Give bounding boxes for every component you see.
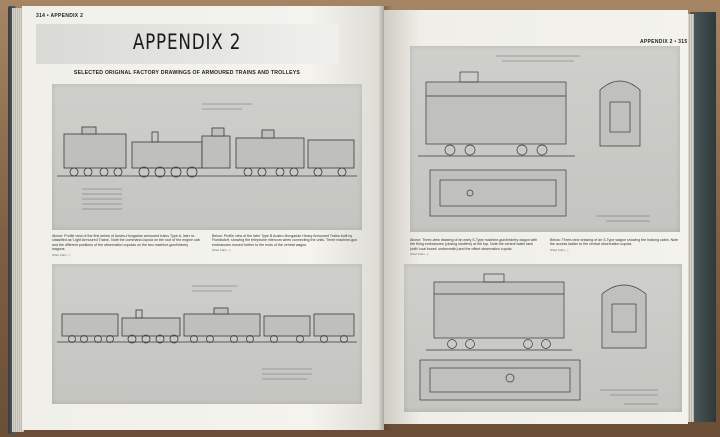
caption-left-1 bbox=[52, 234, 200, 257]
right-page bbox=[384, 10, 688, 424]
caption-left-2-credit: (Paul Kuhn...) bbox=[212, 248, 231, 253]
caption-right-2-credit: (Paul Kuhn...) bbox=[550, 247, 569, 252]
drawing-armoured-train-type-b bbox=[52, 264, 362, 404]
caption-left-2 bbox=[212, 234, 360, 253]
right-running-head: APPENDIX 2 • 315 bbox=[640, 39, 688, 45]
caption-right-1-text: Above: Three-view drawing of an early S-Type machine-gun/infantry wagon with the firing embrasures (closing shutters) at the top. Note the central water tank (with 'coal boxes' underneath) and the offset observation cupola. bbox=[410, 238, 538, 251]
s-type-wagon-braking-illustration bbox=[404, 264, 682, 412]
train-type-a-illustration bbox=[52, 84, 362, 230]
drawing-s-type-wagon-early bbox=[410, 46, 680, 232]
caption-right-1-credit: (Paul Kuhn...) bbox=[410, 252, 429, 257]
drawing-armoured-train-type-a bbox=[52, 84, 362, 230]
left-page bbox=[22, 6, 384, 430]
caption-right-2-text: Below: Three-view drawing of an S-Type wagon showing the braking cabin. Note the access ladder to the central observation cupola. bbox=[550, 238, 679, 247]
caption-left-1-credit: (Paul Kuhn...) bbox=[52, 252, 71, 257]
left-running-head: 314 • APPENDIX 2 bbox=[36, 13, 84, 19]
drawing-s-type-wagon-braking-cabin bbox=[404, 264, 682, 412]
caption-right-1 bbox=[410, 238, 540, 257]
train-type-b-illustration bbox=[52, 264, 362, 404]
caption-left-2-text: Below: Profile view of the later Type B Austro-Hungarian Heavy Armoured Trains built by Floridsdorf, showing the telephone intercom wires connecting the units. Three machine-gun embrasures moved further to the ends of the central wagon. bbox=[212, 234, 358, 247]
title-band bbox=[36, 24, 338, 64]
caption-right-2 bbox=[550, 238, 680, 252]
caption-left-1-text: Above: Profile view of the first series of Austro-Hungarian armoured trains Type A, later re-classified as 'Light Armoured Trains'. Note the command cupola on the roof of the engine cab and the different positions of the observation cupolas on the two machine-gun/infantry wagons. bbox=[52, 234, 200, 252]
page-subtitle: SELECTED ORIGINAL FACTORY DRAWINGS OF ARMOURED TRAINS AND TROLLEYS bbox=[73, 70, 301, 76]
s-type-wagon-early-illustration bbox=[410, 46, 680, 232]
page-title: APPENDIX 2 bbox=[132, 30, 242, 54]
